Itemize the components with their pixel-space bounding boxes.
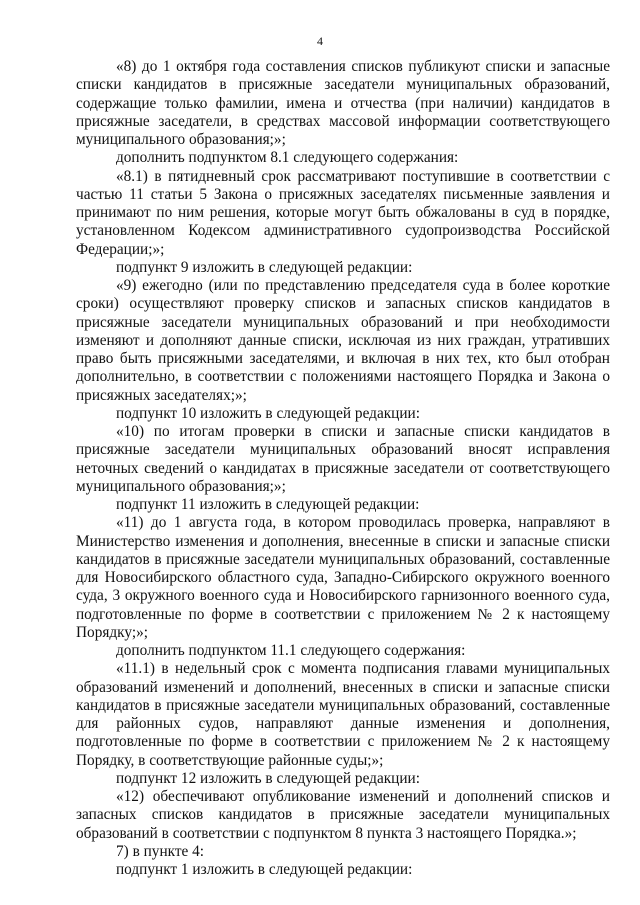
paragraph-subitem-11-1: «11.1) в недельный срок с момента подписания главами муниципальных образований изменений и дополнений, внесенных в списки и запасные списки кандидатов в присяжные заседатели муниципальных образований, составленные для районных судов, направляют данные изменения и дополнения, подготовленные по форме в соответствии с приложением № 2 к настоящему Порядку, в соответствующие районные суды;»; (76, 660, 610, 769)
paragraph-subitem-8: «8) до 1 октября года составления списков публикуют списки и запасные списки кандидатов в присяжные заседатели муниципальных образований, содержащие только фамилии, имена и отчества (при наличии) кандидатов в присяжные заседатели, в средствах массовой информации соответствующего муниципального образования;»; (76, 58, 610, 148)
paragraph-instruction-edit-10: подпункт 10 изложить в следующей редакции: (116, 404, 420, 422)
paragraph-instruction-edit-11: подпункт 11 изложить в следующей редакции: (116, 496, 420, 513)
page-number: 4 (317, 34, 323, 48)
paragraph-subitem-11: «11) до 1 августа года, в котором проводилась проверка, направляют в Министерство изменения и дополнения, внесенные в списки и запасные списки кандидатов в присяжные заседатели муниципальных образований, составленные для Новосибирского областного суда, Западно-Сибирского окружного военного суда, 3 окружного военного суда и Новосибирского гарнизонного военного суда, подготовленные по форме в соответствии с приложением № 2 к настоящему Порядку;»; (76, 514, 610, 641)
paragraph-subitem-12: «12) обеспечивают опубликование изменений и дополнений списков и запасных списков кандидатов в присяжные заседатели муниципальных образований в соответствии с подпунктом 8 пункта 3 настоящего Порядка.»; (76, 788, 610, 842)
document-body (76, 58, 610, 879)
paragraph-instruction-add-11-1: дополнить подпунктом 11.1 следующего содержания: (116, 642, 466, 659)
paragraph-instruction-edit-9: подпункт 9 изложить в следующей редакции: (116, 258, 413, 276)
paragraph-subitem-8-1: «8.1) в пятидневный срок рассматривают поступившие в соответствии с частью 11 статьи 5 Закона о присяжных заседателях письменные заявления и принимают по ним решения, которые могут быть обжалованы в суд в порядке, установленном Кодексом административного судопроизводства Российской Федерации;»; (76, 167, 610, 258)
paragraph-instruction-edit-1: подпункт 1 изложить в следующей редакции: (116, 861, 413, 878)
paragraph-item-7: 7) в пункте 4: (116, 842, 205, 860)
paragraph-subitem-10: «10) по итогам проверки в списки и запасные списки кандидатов в присяжные заседатели муниципальных образований вносят исправления неточных сведений о кандидатах в присяжные заседатели от соответствующего муниципального образования;»; (76, 423, 610, 495)
paragraph-subitem-9: «9) ежегодно (или по представлению председателя суда в более короткие сроки) осуществляют проверку списков и запасных списков кандидатов в присяжные заседатели муниципальных образований и при необходимости изменяют и дополняют данные списки, исключая из них граждан, утративших право быть присяжными заседателями, и включая в них тех, кто был отобран дополнительно, в соответствии с положениями настоящего Порядка и Закона о присяжных заседателях;»; (76, 277, 610, 404)
paragraph-instruction-add-8-1: дополнить подпунктом 8.1 следующего содержания: (116, 149, 459, 167)
paragraph-instruction-edit-12: подпункт 12 изложить в следующей редакции: (116, 769, 420, 787)
